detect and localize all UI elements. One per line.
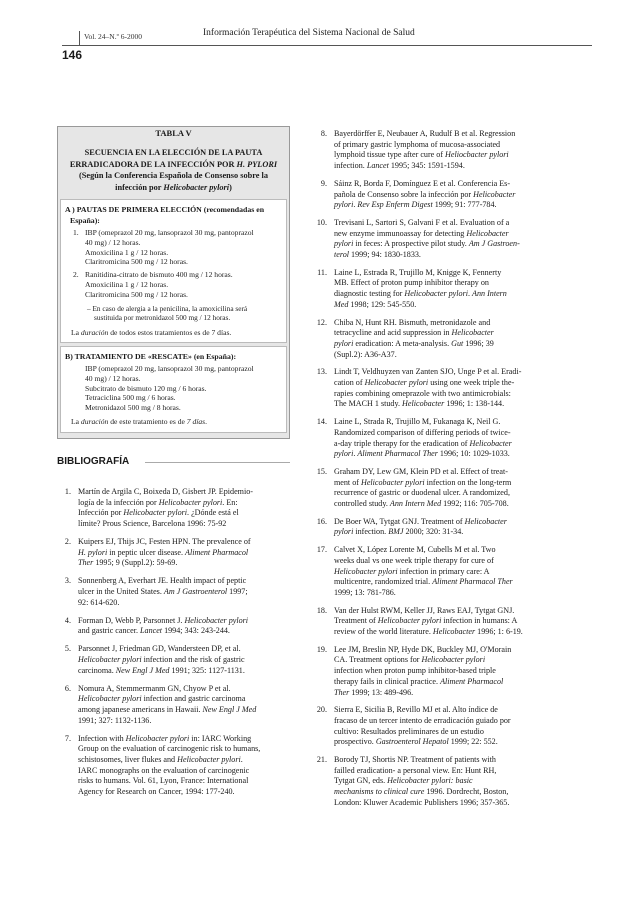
reference-number: 16. (316, 516, 327, 526)
reference-line: and gastric cancer. Lancet 1994; 343: 243-244. (78, 626, 230, 636)
reference-number: 11. (317, 267, 327, 277)
reference-line: cultivo: Resultados preliminares de un estudio (334, 726, 484, 736)
reference-line: Randomized comparison of differing periods of twice- (334, 427, 511, 437)
reference-line: Ther 1995; 9 (Suppl.2): 59-69. (78, 558, 178, 568)
reference-text (78, 487, 300, 530)
reference-line: pylori in feces: A prospective pilot study. Am J Gastroen- (334, 239, 520, 249)
reference-line: lymphoid tissue type after cure of Heliocbacter pylori (334, 150, 509, 160)
reference-number: 13. (316, 367, 327, 377)
reference-number: 20. (316, 705, 327, 715)
reference-number: 9. (320, 178, 327, 188)
reference-text (334, 467, 556, 510)
reference-line: Kuipers EJ, Thijs JC, Festen HPN. The prevalence of (78, 537, 251, 546)
reference-line: weeks dual vs one week triple therapy for cure of (334, 555, 494, 565)
table-subtitle-line: infección por Helicobacter pylori) (115, 182, 232, 192)
reference-line: carcinoma. New Engl J Med 1991; 325: 1127-1131. (78, 665, 245, 675)
reference-line: The MACH 1 study. Helicobacter 1996; 1: 138-144. (334, 399, 505, 409)
reference-line: Calvet X, López Lorente M, Cubells M et al. Two (334, 545, 496, 555)
table-subtitle (62, 147, 285, 193)
reference-line: among japanese americans in Hawaii. New Engl J Med (78, 704, 257, 714)
page-number: 146 (62, 48, 83, 62)
reference-line: a-day triple therapy for the eradication of Helicobacter (334, 438, 512, 448)
reference-text (334, 417, 556, 460)
reference-line: prospectivo. Gastroenterol Hepatol 1999; 22: 552. (334, 737, 498, 747)
reference-line: De Boer WA, Tytgat GNJ. Treatment of Helicobacter (334, 516, 507, 526)
reference-text (334, 705, 556, 748)
reference-line: Bayerdörffer E, Neubauer A, Rudulf B et al. Regression (334, 129, 516, 138)
reference-line: Ther 1999; 13: 489-496. (334, 687, 414, 697)
reference-number: 19. (316, 644, 327, 654)
reference-line: rapies combining omeprazole with two antimicrobials: (334, 388, 511, 398)
reference-number: 5. (64, 644, 71, 654)
reference-line: Sonnenberg A, Everhart JE. Health impact of peptic (78, 576, 247, 586)
reference-line: fracaso de un tercer intento de erradicación guiado por (334, 715, 511, 725)
reference-line: Laine L, Estrada R, Trujillo M, Knigge K, Fennerty (334, 267, 502, 277)
reference-text (78, 537, 300, 569)
reference-number: 3. (64, 576, 71, 586)
reference-line: diagnostic testing for Helicobacter pylori. Ann Intern (334, 289, 507, 299)
reference-line: schistosomes, liver flukes and Helicobacter pylori. (78, 754, 243, 764)
reference-line: therapy fails in clinical practice. Aliment Pharmacol (334, 676, 504, 686)
reference-text (334, 517, 556, 538)
table-section-b (60, 346, 287, 433)
reference-line: Van der Hulst RWM, Keller JJ, Raws EAJ, Tytgat GNJ. (334, 605, 515, 615)
reference-line: Graham DY, Lew GM, Klein PD et al. Effect of treat- (334, 466, 508, 476)
section-b-duration: La duración de este tratamiento es de 7 días. (71, 417, 208, 426)
reference-line: ulcer in the United States. Am J Gastroenterol 1997; (78, 587, 248, 596)
reference-number: 18. (316, 605, 327, 615)
reference-number: 1. (64, 487, 71, 496)
reference-text (334, 545, 556, 599)
reference-text (334, 367, 556, 410)
reference-number: 17. (316, 545, 327, 555)
section-a-note: – En caso de alergia a la penicilina, la amoxicilina será sustituida por metronidazol 500 mg / 12 horas. (87, 304, 248, 323)
section-a-duration: La duración de todos estos tratamientos es de 7 días. (71, 328, 232, 337)
reference-number: 10. (316, 217, 327, 227)
reference-line: new enzyme immunoassay for detecting Helicobacter (334, 228, 509, 238)
reference-number: 4. (64, 615, 71, 625)
reference-text (334, 218, 556, 261)
reference-text (334, 645, 556, 699)
reference-text (334, 318, 556, 361)
reference-line: IARC monographs on the evaluation of carcinogenic (78, 765, 250, 775)
reference-number: 15. (316, 466, 327, 476)
reference-number: 7. (64, 733, 71, 743)
reference-line: Group on the evaluation of carcinogenic risk to humans, (78, 744, 261, 754)
reference-line: multicentre, randomized trial. Aliment Pharmacol Ther (334, 577, 513, 587)
reference-line: Trevisani L, Sartori S, Galvani F et al. Evaluation of a (334, 217, 510, 227)
reference-number: 8. (320, 129, 327, 138)
section-b-regimen: IBP (omeprazol 20 mg, lansoprazol 30 mg, pantoprazol 40 mg) / 12 horas. Subcitrato de bismuto 120 mg / 6 horas. Tetraciclina 500 mg / 6 horas. Metronidazol 500 mg / 8 horas. (85, 364, 254, 413)
reference-line: 1991; 327: 1132-1136. (78, 715, 152, 725)
reference-text (78, 734, 300, 798)
reference-line: Lee JM, Breslin NP, Hyde DK, Buckley MJ, O'Morain (334, 644, 512, 654)
reference-text (334, 129, 556, 172)
reference-line: Infección por Helicobacter pylori. ¿Dónde está el (78, 508, 239, 518)
reference-text (78, 576, 300, 608)
reference-number: 21. (316, 755, 327, 764)
header-journal-title: Información Terapéutica del Sistema Nacional de Salud (203, 28, 415, 38)
reference-line: recurrence of gastric or duodenal ulcer. A randomized, (334, 488, 510, 498)
reference-line: H. pylori in peptic ulcer disease. Aliment Pharmacol (78, 547, 249, 557)
reference-line: mechanisms to clinical cure 1996. Dordrecht, Boston, (334, 787, 509, 797)
table-subtitle-line: ERRADICADORA DE LA INFECCIÓN POR H. PYLORI (69, 159, 278, 169)
reference-line: Forman D, Webb P, Parsonnet J. Helicobacter pylori (78, 615, 249, 625)
reference-line: 92: 614-620. (78, 597, 120, 607)
reference-line: Helicobacter pylori infection and the risk of gastric (78, 654, 245, 664)
reference-text (334, 268, 556, 311)
reference-line: CA. Treatment options for Helicobacter pylori (334, 655, 486, 665)
table-subtitle-line: SECUENCIA EN LA ELECCIÓN DE LA PAUTA (84, 148, 263, 157)
reference-line: Lindt T, Veldhuyzen van Zanten SJO, Unge P et al. Eradi- (334, 367, 522, 377)
reference-line: logía de la infección por Helicobacter pylori. En: (78, 497, 238, 507)
reference-text (334, 606, 556, 638)
reference-line: failled eradication- a personal view. En: Hunt RH, (334, 765, 497, 775)
reference-text (78, 616, 300, 637)
reference-line: Tytgat GN, eds. Helicobacter pylori: basic (334, 776, 473, 786)
table-subtitle-line: (Según la Conferencia Española de Consenso sobre la (79, 171, 268, 180)
reference-number: 12. (316, 317, 327, 327)
reference-text (334, 755, 556, 809)
reference-line: terol 1999; 94: 1830-1833. (334, 250, 421, 259)
reference-line: Helicobacter pylori infection and gastric carcinoma (78, 694, 246, 704)
reference-line: Sáinz R, Borda F, Domínguez E et al. Conferencia Es- (334, 178, 511, 188)
reference-line: pylori eradication: A meta-analysis. Gut 1996; 39 (334, 338, 494, 348)
reference-line: risks to humans. Vol. 61, Lyon, France: International (78, 776, 249, 786)
bibliography-rule (145, 462, 290, 463)
reference-line: pañola de Consenso sobre la infección por Helicobacter (334, 189, 516, 199)
reference-line: límite? Prous Science, Barcelona 1996: 75-92 (78, 519, 227, 529)
reference-line: infection. Lancet 1995; 345: 1591-1594. (334, 161, 465, 171)
reference-line: review of the world literature. Helicobacter 1996; 1: 6-19. (334, 627, 523, 636)
reference-line: Martín de Argila C, Boixeda D, Gisbert JP. Epidemio- (78, 487, 253, 496)
table-title: TABLA V (155, 128, 192, 138)
reference-line: of primary gastric lymphoma of mucosa-associated (334, 139, 501, 149)
header-rule (62, 45, 592, 46)
table-section-a: A ) PAUTAS DE PRIMERA ELECCIÓN (recomendadas en España): 1. IBP (omeprazol 20 mg, lansoprazol 30 mg, pantoprazol 40 mg) / 12 horas. Amoxicilina 1 g / 12 horas. Claritromicina 500 mg / 12 horas. 2. Ranitidina-citrato de bismuto 400 mg / 12 horas. Amoxicilina 1 g / 12 horas. Claritromicina 500 mg / 12 horas. – En caso de alergia a la penicilina, la amoxicilina será sustituida por metronidazol 500 mg / 12 horas. La duración de todos estos tratamientos es de 7 días. (60, 199, 287, 343)
header-tick (79, 31, 80, 45)
reference-line: pylori infection. BMJ 2000; 320: 31-34. (334, 527, 464, 537)
reference-number: 14. (316, 417, 327, 427)
reference-line: 1999; 13: 781-786. (334, 587, 396, 597)
reference-line: Agency for Research on Cancer, 1994: 177-240. (78, 787, 235, 797)
reference-line: London: Kluwer Academic Publishers 1996; 357-365. (334, 797, 510, 807)
reference-line: (Supl.2): A36-A37. (334, 349, 397, 359)
reference-line: cation of Helicobacter pylori using one week triple the- (334, 378, 515, 387)
reference-line: Chiba N, Hunt RH. Bismuth, metronidazole and (334, 317, 491, 327)
reference-line: Parsonnet J, Friedman GD, Wandersteen DP, et al. (78, 644, 241, 654)
reference-line: MB. Effect of proton pump inhibitor therapy on (334, 278, 489, 288)
reference-line: Helicobacter pylori infection in primary care: A (334, 566, 490, 576)
reference-line: Infection with Helicobacter pylori in: IARC Working (78, 733, 252, 743)
reference-line: infection when proton pump inhibitor-based triple (334, 666, 496, 676)
reference-line: pylori. Rev Esp Enferm Digest 1999; 91: 777-784. (334, 200, 497, 210)
reference-number: 6. (64, 683, 71, 693)
reference-text (78, 684, 300, 727)
reference-line: Sierra E, Sicilia B, Revillo MJ et al. Alto índice de (334, 705, 498, 715)
reference-line: controlled study. Ann Intern Med 1992; 116: 705-708. (334, 499, 509, 508)
reference-line: Nomura A, Stemmermanm GN, Chyow P et al. (78, 683, 231, 693)
reference-text (334, 179, 556, 211)
header-volume: Vol. 24–N.º 6-2000 (84, 32, 143, 41)
section-b-heading: B) TRATAMIENTO DE «RESCATE» (en España): (65, 352, 237, 361)
reference-line: tetracycline and acid suppression in Helicobacter (334, 328, 494, 338)
reference-line: Borody TJ, Shortis NP. Treatment of patients with (334, 755, 496, 764)
section-a-heading: A ) PAUTAS DE PRIMERA ELECCIÓN (recomendadas en España): (65, 205, 265, 225)
reference-number: 2. (64, 537, 71, 546)
reference-line: Treatment of Helicobacter pylori infection in humans: A (334, 616, 518, 626)
reference-line: Laine L, Strada R, Trujillo M, Fukanaga K, Neil G. (334, 417, 501, 427)
bibliography-heading: BIBLIOGRAFÍA (57, 456, 130, 467)
reference-line: ment of Helicobacter pylori infection on the long-term (334, 477, 512, 487)
reference-text (78, 644, 300, 676)
reference-line: pylori. Aliment Pharmacol Ther 1996; 10: 1029-1033. (334, 449, 510, 459)
reference-line: Med 1998; 129: 545-550. (334, 299, 417, 309)
